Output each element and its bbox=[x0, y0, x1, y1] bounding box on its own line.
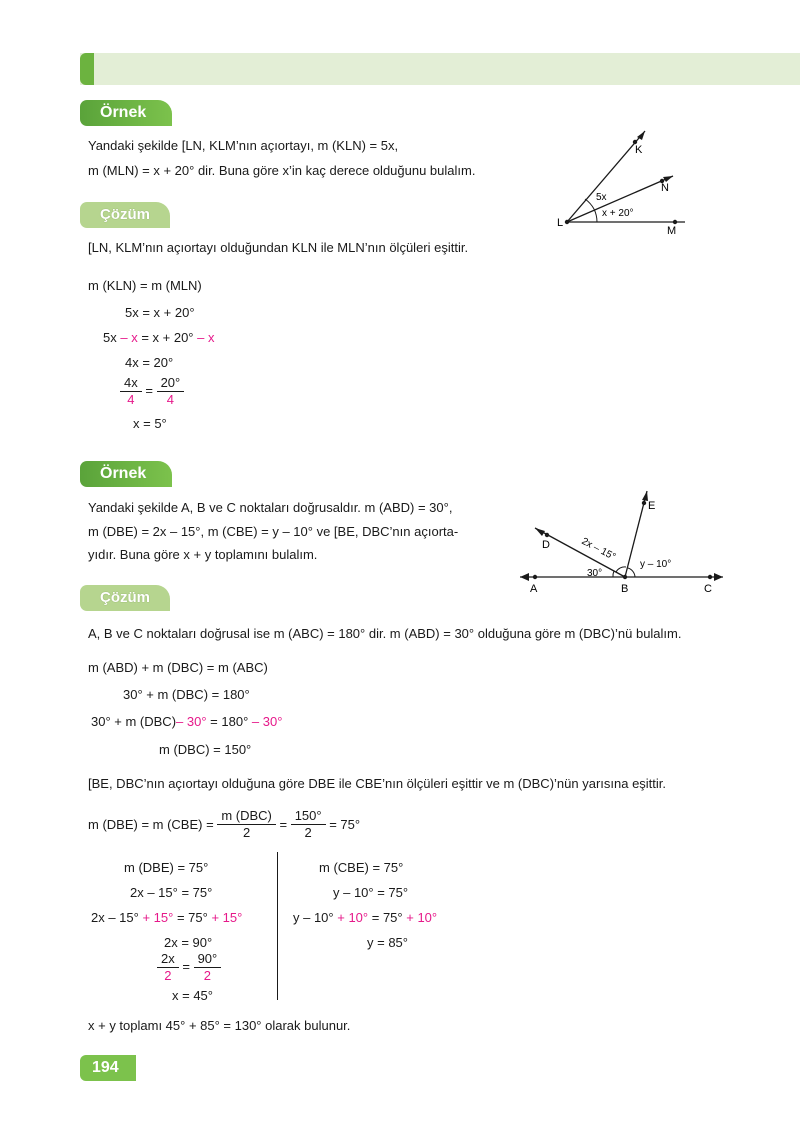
ex2-half-equation: m (DBE) = m (CBE) = $\frac{\text{m (DBC)}}{2}$ = $\frac{150^\circ}{2}$ = 75° bbox=[88, 808, 361, 840]
ex2-solution-intro: A, B ve C noktaları doğrusal ise m (ABC) = 180° dir. m (ABD) = 30° olduğuna göre m (DBC)’nü bulalım. bbox=[88, 626, 682, 641]
column-divider bbox=[277, 852, 278, 1000]
right-col-2: y – 10° = 75° bbox=[333, 885, 409, 900]
ex1-problem-line-2: m (MLN) = x + 20° dir. Buna göre x’in kaç derece olduğunu bulalım. bbox=[88, 163, 476, 178]
ex1-problem-line-1: Yandaki şekilde [LN, KLM’nın açıortayı, m (KLN) = 5x, bbox=[88, 138, 399, 153]
left-col-2: 2x – 15° = 75° bbox=[130, 885, 213, 900]
point-A: A bbox=[530, 583, 538, 595]
ex2-step-1: m (ABD) + m (DBC) = m (ABC) bbox=[88, 660, 268, 675]
angle-label-y10: y – 10° bbox=[640, 559, 672, 570]
ex1-step-4: 4x = 20° bbox=[125, 355, 174, 370]
angle-label-x20: x + 20° bbox=[602, 208, 634, 219]
ex2-problem-line-2: m (DBE) = 2x – 15°, m (CBE) = y – 10° ve [BE, DBC’nın açıorta- bbox=[88, 524, 459, 539]
ex1-step-1: m (KLN) = m (MLN) bbox=[88, 278, 202, 293]
ex2-step-3: 30° + m (DBC)– 30° = 180° – 30° bbox=[91, 714, 283, 729]
point-D: D bbox=[542, 539, 550, 551]
ex1-solution-intro: [LN, KLM’nın açıortayı olduğundan KLN ile MLN’nın ölçüleri eşittir. bbox=[88, 240, 469, 255]
ex1-step-result: x = 5° bbox=[133, 416, 167, 431]
solution-label: Çözüm bbox=[80, 585, 170, 611]
page-number: 194 bbox=[80, 1055, 136, 1081]
example-label: Örnek bbox=[80, 100, 172, 126]
ex1-step-fraction: $\frac{4x}{4}$ = $\frac{20^\circ}{4}$ bbox=[120, 375, 184, 408]
left-col-result: x = 45° bbox=[172, 988, 213, 1003]
right-col-3: y – 10° + 10° = 75° + 10° bbox=[293, 910, 438, 925]
example-label: Örnek bbox=[80, 461, 172, 487]
ex2-mid-text: [BE, DBC’nın açıortayı olduğuna göre DBE ile CBE’nın ölçüleri eşittir ve m (DBC)’nün yarısına eşittir. bbox=[88, 776, 667, 791]
point-E: E bbox=[648, 500, 656, 512]
ex2-angle-figure bbox=[515, 488, 730, 598]
ex2-problem-line-1: Yandaki şekilde A, B ve C noktaları doğrusaldır. m (ABD) = 30°, bbox=[88, 500, 453, 515]
left-col-4: 2x = 90° bbox=[164, 935, 213, 950]
ex2-step-4: m (DBC) = 150° bbox=[159, 742, 252, 757]
ex1-angle-figure bbox=[555, 125, 700, 240]
point-C: C bbox=[704, 583, 712, 595]
ex2-problem-line-3: yıdır. Buna göre x + y toplamını bulalım. bbox=[88, 547, 318, 562]
left-col-fraction: $\frac{2x}{2}$ = $\frac{90^\circ}{2}$ bbox=[157, 951, 221, 984]
ex1-step-2: 5x = x + 20° bbox=[125, 305, 195, 320]
point-K: K bbox=[635, 144, 643, 156]
solution-label: Çözüm bbox=[80, 202, 170, 228]
ex1-step-3: 5x – x = x + 20° – x bbox=[103, 330, 215, 345]
header-band bbox=[80, 53, 800, 85]
point-B: B bbox=[621, 583, 629, 595]
ex2-step-2: 30° + m (DBC) = 180° bbox=[123, 687, 250, 702]
angle-label-30: 30° bbox=[587, 568, 603, 579]
left-col-3: 2x – 15° + 15° = 75° + 15° bbox=[91, 910, 243, 925]
angle-label-5x: 5x bbox=[596, 192, 607, 203]
right-col-result: y = 85° bbox=[367, 935, 408, 950]
ex2-conclusion: x + y toplamı 45° + 85° = 130° olarak bulunur. bbox=[88, 1018, 351, 1033]
header-accent bbox=[80, 53, 94, 85]
point-L: L bbox=[557, 217, 564, 229]
right-col-1: m (CBE) = 75° bbox=[319, 860, 404, 875]
left-col-1: m (DBE) = 75° bbox=[124, 860, 209, 875]
point-M: M bbox=[667, 225, 677, 237]
angle-label-2x15: 2x – 15° bbox=[579, 535, 618, 563]
point-N: N bbox=[661, 182, 669, 194]
